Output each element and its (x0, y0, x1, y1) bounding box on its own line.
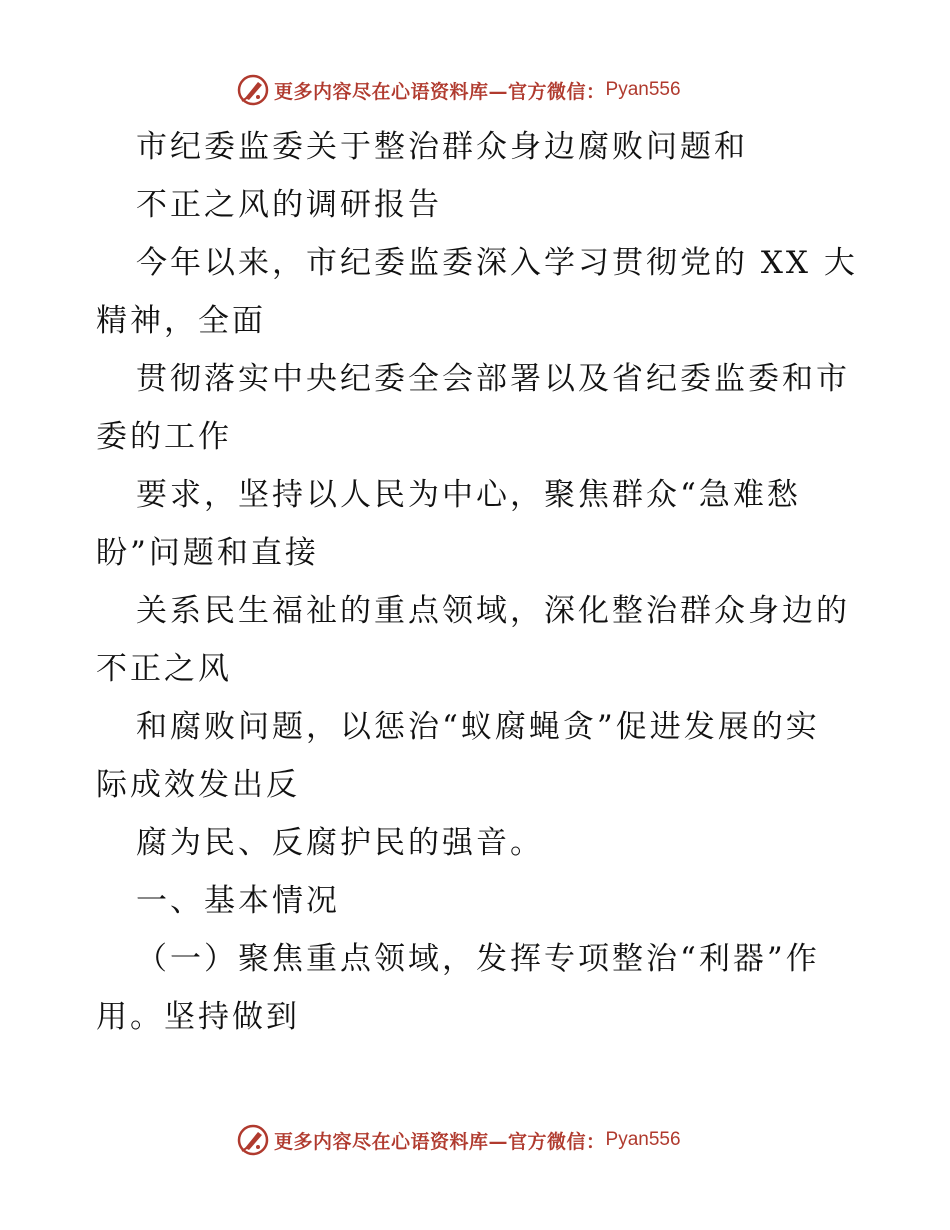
watermark-text: 更多内容尽在心语资料库—官方微信： (274, 1130, 606, 1153)
watermark-wechat-id: Pyan556 (605, 1129, 681, 1150)
paragraph-line: 不正之风 (96, 651, 232, 687)
paragraph-line: 关系民生福祉的重点领域，深化整治群众身边的 (136, 593, 850, 629)
watermark-wechat-id: Pyan556 (605, 79, 681, 100)
title-line-2: 不正之风的调研报告 (136, 187, 442, 223)
pen-logo-icon (236, 1123, 270, 1157)
pen-logo-icon (236, 73, 270, 107)
footer-watermark (236, 1122, 681, 1158)
document-body (96, 118, 856, 1046)
paragraph-line: 盼”问题和直接 (96, 535, 319, 571)
paragraph-line: 要求，坚持以人民为中心，聚焦群众“急难愁 (136, 477, 801, 513)
title-line-1: 市纪委监委关于整治群众身边腐败问题和 (136, 129, 748, 165)
paragraph-line: 和腐败问题，以惩治“蚁腐蝇贪”促进发展的实 (136, 709, 820, 745)
paragraph-line: 腐为民、反腐护民的强音。 (136, 825, 544, 861)
paragraph-line: 际成效发出反 (96, 767, 300, 803)
paragraph-line: 精神，全面 (96, 303, 266, 339)
subsection-heading: （一）聚焦重点领域，发挥专项整治“利器”作 (136, 941, 820, 977)
paragraph-line: 用。坚持做到 (96, 999, 300, 1035)
section-heading: 一、基本情况 (136, 883, 340, 919)
paragraph-line: 贯彻落实中央纪委全会部署以及省纪委监委和市 (136, 361, 850, 397)
paragraph-line: 委的工作 (96, 419, 232, 455)
paragraph-line: 今年以来，市纪委监委深入学习贯彻党的 XX 大 (136, 245, 858, 281)
header-watermark (236, 72, 681, 108)
watermark-text: 更多内容尽在心语资料库—官方微信： (274, 80, 606, 103)
